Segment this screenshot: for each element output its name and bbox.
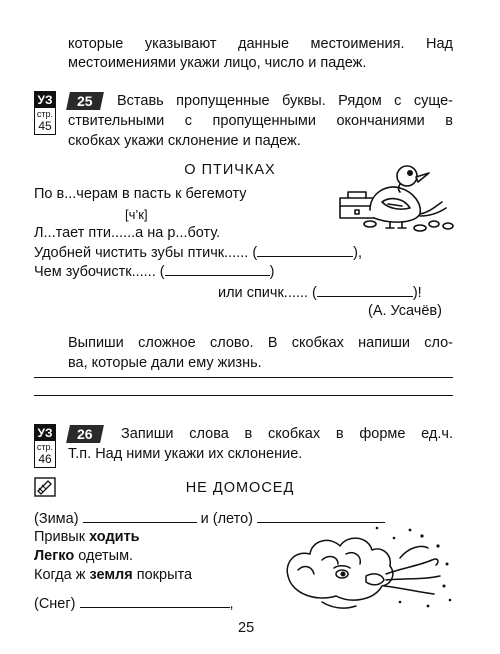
- exercise-25-task-line-2: ствительными с пропущенными окончаниями в: [68, 113, 453, 129]
- poem-line-1: По в...черам в пасть к бегемоту: [34, 186, 247, 202]
- poem-line-4: Чем зубочистк...... ( ): [34, 264, 275, 280]
- poem-line-5: или спичк...... ( )!: [218, 285, 422, 301]
- page-number: 25: [238, 620, 255, 636]
- answer-blank[interactable]: [165, 263, 270, 276]
- reference-page-label: стр.: [36, 109, 54, 119]
- exercise-25-task-line-1: Вставь пропущенные буквы. Рядом с суще-: [117, 93, 453, 109]
- poem-title: НЕ ДОМОСЕД: [185, 480, 295, 496]
- poem-author: (А. Усачёв): [368, 303, 442, 319]
- answer-blank[interactable]: [80, 595, 230, 608]
- poem-line-2: Л...тает пти......а на р...боту.: [34, 225, 221, 241]
- reference-page-label: стр.: [36, 442, 54, 452]
- exercise-25-task2-line-1: Выпиши сложное слово. В скобках напиши сло-: [68, 335, 453, 351]
- bird-with-toolbox-illustration: [330, 158, 455, 238]
- poem-title: О ПТИЧКАХ: [184, 162, 276, 178]
- reference-page-number: 45: [38, 119, 52, 133]
- exercise-25-task-line-3: скобках укажи склонение и падеж.: [68, 133, 301, 149]
- intro-line-1: которые указывают данные местоимения. Над: [68, 36, 453, 52]
- poem-line-1: (Зима) и (лето): [34, 510, 385, 527]
- textbook-reference-badge: [34, 424, 56, 468]
- poem-line-3: Удобней чистить зубы птичк...... ( ),: [34, 245, 363, 261]
- wind-face-illustration: [282, 518, 457, 614]
- answer-blank[interactable]: [257, 244, 353, 257]
- reference-page-number: 46: [38, 452, 52, 466]
- intro-line-2: местоимениями укажи лицо, число и падеж.: [68, 55, 367, 71]
- answer-line[interactable]: [34, 377, 453, 378]
- poem-line-4: Когда ж земля покрыта: [34, 567, 193, 583]
- poem-line-3: Легко одетым.: [34, 548, 134, 564]
- exercise-26-task-line-1: Запиши слова в скобках в форме ед.ч.: [121, 426, 453, 442]
- poem-line-2: Привык ходить: [34, 529, 140, 545]
- writing-task-icon: [34, 477, 56, 497]
- exercise-25-task2-line-2: ва, которые дали ему жизнь.: [68, 355, 262, 371]
- textbook-reference-badge: [34, 91, 56, 135]
- answer-blank[interactable]: [317, 284, 413, 297]
- exercise-26-task-line-2: Т.п. Над ними укажи их склонение.: [68, 446, 303, 462]
- reference-code: УЗ: [35, 425, 55, 441]
- exercise-number-badge: 25: [66, 92, 103, 110]
- answer-blank[interactable]: [83, 510, 197, 523]
- exercise-number-badge: 26: [66, 425, 103, 443]
- poem-line-5: (Снег) ,: [34, 596, 234, 612]
- reference-code: УЗ: [35, 92, 55, 108]
- answer-line[interactable]: [34, 395, 453, 396]
- transcription-hint: [ч’к]: [125, 207, 148, 222]
